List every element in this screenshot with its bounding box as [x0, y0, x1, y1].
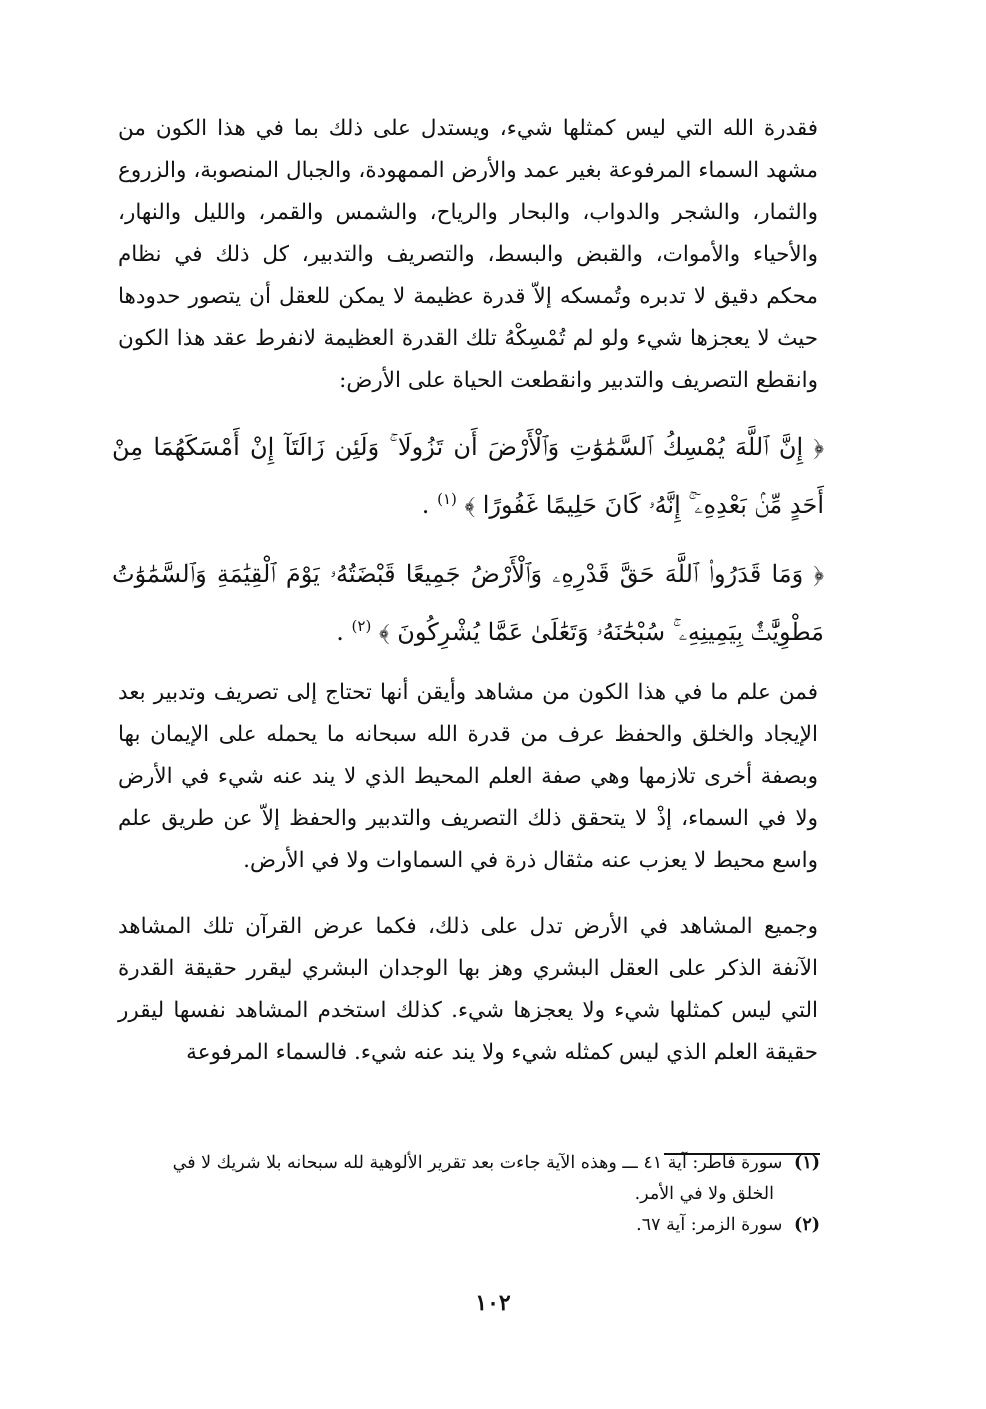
footnote-2-text: سورة الزمر: آية ٦٧.: [636, 1215, 783, 1235]
verse-2-end: .: [336, 618, 344, 646]
paragraph-1: فقدرة الله التي ليس كمثلها شيء، ويستدل على ذلك بما في هذا الكون من مشهد السماء المرفوعة بغير عمد والأرض الممهودة، والجبال المنصوبة، والزروع والثمار، والشجر والدواب، والبحار والرياح، والشمس والقمر، والليل والنهار، والأحياء والأموات، والقبض والبسط، والتصريف والتدبير، كل ذلك في نظام محكم دقيق لا تدبره وتُمسكه إلاّ قدرة عظيمة لا يمكن للعقل أن يتصور حدودها حيث لا يعجزها شيء ولو لم تُمْسِكْهُ تلك القدرة العظيمة لانفرط عقد هذا الكون وانقطع التصريف والتدبير وانقطعت الحياة على الأرض:: [118, 116, 818, 393]
page-number: ١٠٢: [475, 1290, 511, 1316]
quran-verse-1: [112, 418, 824, 534]
footnote-1-text: سورة فاطر: آية ٤١ ـــ وهذه الآية جاءت بعد تقرير الألوهية لله سبحانه بلا شريك لا في: [172, 1153, 783, 1173]
paragraph-2: فمن علم ما في هذا الكون من مشاهد وأيقن أنها تحتاج إلى تصريف وتدبير بعد الإيجاد والخلق والحفظ عرف من قدرة الله سبحانه ما يحمله على الإيمان بها وبصفة أخرى تلازمها وهي صفة العلم المحيط الذي لا يند عنه شيء في الأرض ولا في السماء، إذْ لا يتحقق ذلك التصريف والتدبير والحفظ إلاّ عن طريق علم واسع محيط لا يعزب عنه مثقال ذرة في السماوات ولا في الأرض.: [118, 680, 818, 873]
footnote-1-number: (١): [794, 1153, 820, 1173]
verse-2-text: ﴿ وَمَا قَدَرُوا۟ ٱللَّهَ حَقَّ قَدْرِهِۦ وَٱلْأَرْضُ جَمِيعًا قَبْضَتُهُۥ يَوْمَ ٱلْقِيَٰمَةِ وَٱلسَّمَٰوَٰتُ مَطْوِيَّٰتٌۢ بِيَمِينِهِۦ ۚ سُبْحَٰنَهُۥ وَتَعَٰلَىٰ عَمَّا يُشْرِكُونَ ﴾: [112, 560, 824, 646]
footnote-2-number: (٢): [794, 1215, 820, 1235]
verse-1-end: .: [421, 491, 430, 519]
paragraph-3: وجميع المشاهد في الأرض تدل على ذلك، فكما عرض القرآن تلك المشاهد الآنفة الذكر على العقل البشري وهز بها الوجدان البشري ليقرر حقيقة القدرة التي ليس كمثلها شيء ولا يعجزها شيء. كذلك استخدم المشاهد نفسها ليقرر حقيقة العلم الذي ليس كمثله شيء ولا يند عنه شيء. فالسماء المرفوعة: [118, 914, 818, 1065]
footnote-1: [108, 1148, 820, 1210]
footnote-1-continuation: الخلق ولا في الأمر.: [634, 1184, 774, 1204]
verse-1-text: ﴿ إِنَّ ٱللَّهَ يُمْسِكُ ٱلسَّمَٰوَٰتِ وَٱلْأَرْضَ أَن تَزُولَا ۚ وَلَئِن زَالَتَآ إِنْ أَمْسَكَهُمَا مِنْ أَحَدٍ مِّنۢ بَعْدِهِۦٓ ۚ إِنَّهُۥ كَانَ حَلِيمًا غَفُورًا ﴾: [112, 433, 824, 519]
footnote-ref-1[interactable]: (١): [437, 490, 457, 508]
quran-verse-2: [112, 545, 824, 661]
footnote-2: [108, 1210, 820, 1241]
footnotes: [108, 1148, 820, 1241]
footnote-ref-2[interactable]: (٢): [351, 617, 372, 635]
